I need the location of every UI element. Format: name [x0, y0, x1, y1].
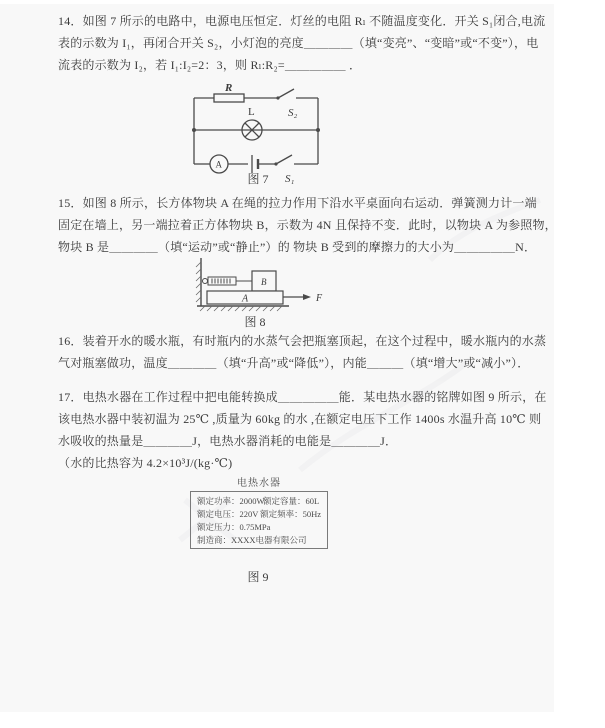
question-14-line-3: 流表的示数为 I₂，若 I₁:I₂=2：3，则 Rₗ:R₂=＿＿＿＿＿ ． [58, 58, 362, 72]
question-17-line-4: （水的比热容为 4.2×10³J/(kg·℃) [58, 456, 233, 470]
spring-scale-icon [203, 277, 253, 285]
question-17-line-2: 该电热水器中装初温为 25℃ ,质量为 60kg 的水 ,在额定电压下工作 1400s 水温升高 10℃ 则 [58, 412, 542, 426]
force-label: F [316, 293, 323, 304]
figure-7-caption: 图 7 [247, 172, 269, 186]
figure-9-caption: 图 9 [247, 570, 269, 584]
resistor-icon [214, 94, 244, 102]
figure-8-caption: 图 8 [244, 315, 266, 329]
switch-s1-icon [276, 155, 292, 164]
block-a-label: A [242, 293, 249, 305]
question-14-line-1: 14．如图 7 所示的电路中，电源电压恒定．灯丝的电阻 Rₗ 不随温度变化．开关 S₁闭合,电流 [58, 14, 546, 28]
block-b-label: B [261, 277, 267, 287]
rated-voltage: 额定电压：220V [197, 509, 259, 519]
switch-s1-label: S₁ [285, 173, 295, 185]
question-17 [58, 386, 547, 474]
nameplate-row [197, 534, 321, 547]
mechanics-diagram [195, 256, 345, 314]
lamp-label: L [248, 106, 255, 118]
force-arrow [283, 294, 311, 300]
rated-pressure: 额定压力：0.75MPa [197, 522, 271, 532]
nameplate-box [190, 491, 328, 549]
nameplate-row [197, 495, 321, 508]
rated-capacity: 额定容量：60L [263, 496, 320, 506]
question-15-line-2: 固定在墙上，另一端拉着正方体物块 B，示数为 4N 且保持不变．此时，以物块 A 为参照物， [58, 218, 557, 232]
nameplate-row [197, 508, 321, 521]
nameplate-title: 电热水器 [237, 478, 281, 489]
question-14 [58, 10, 545, 76]
question-15-line-3: 物块 B 是＿＿＿＿（填“运动”或“静止”）的 物块 B 受到的摩擦力的大小为＿＿＿＿＿N． [58, 240, 537, 254]
question-16-line-1: 16．装着开水的暖水瓶，有时瓶内的水蒸气会把瓶塞顶起，在这个过程中，暖水瓶内的水蒸 [58, 334, 547, 348]
figure-8-mechanics [195, 256, 345, 314]
question-17-line-3: 水吸收的热量是＿＿＿＿J，电热水器消耗的电能是＿＿＿＿J． [58, 434, 398, 448]
ammeter-label: A [215, 159, 222, 170]
question-15-line-1: 15．如图 8 所示，长方体物块 A 在绳的拉力作用下沿水平桌面向右运动．弹簧测力计一端 [58, 196, 537, 210]
question-16 [58, 330, 546, 374]
rated-frequency: 额定频率：50Hz [260, 509, 321, 519]
question-15 [58, 192, 557, 258]
switch-s2-icon [278, 89, 294, 98]
nameplate-row [197, 521, 321, 534]
question-14-line-2: 表的示数为 I₁，再闭合开关 S₂，小灯泡的亮度＿＿＿＿（填“变亮”、“变暗”或“不变”），电 [58, 36, 539, 50]
question-16-line-2: 气对瓶塞做功，温度＿＿＿＿（填“升高”或“降低”），内能＿＿＿（填“增大”或“减小”）． [58, 356, 530, 370]
resistor-label: R [225, 82, 233, 94]
switch-s2-label: S₂ [288, 107, 298, 119]
manufacturer: 制造商：XXXX电器有限公司 [197, 535, 307, 545]
rated-power: 额定功率：2000W [197, 496, 265, 506]
question-17-line-1: 17．电热水器在工作过程中把电能转换成＿＿＿＿＿能．某电热水器的铭牌如图 9 所示，在 [58, 390, 547, 404]
